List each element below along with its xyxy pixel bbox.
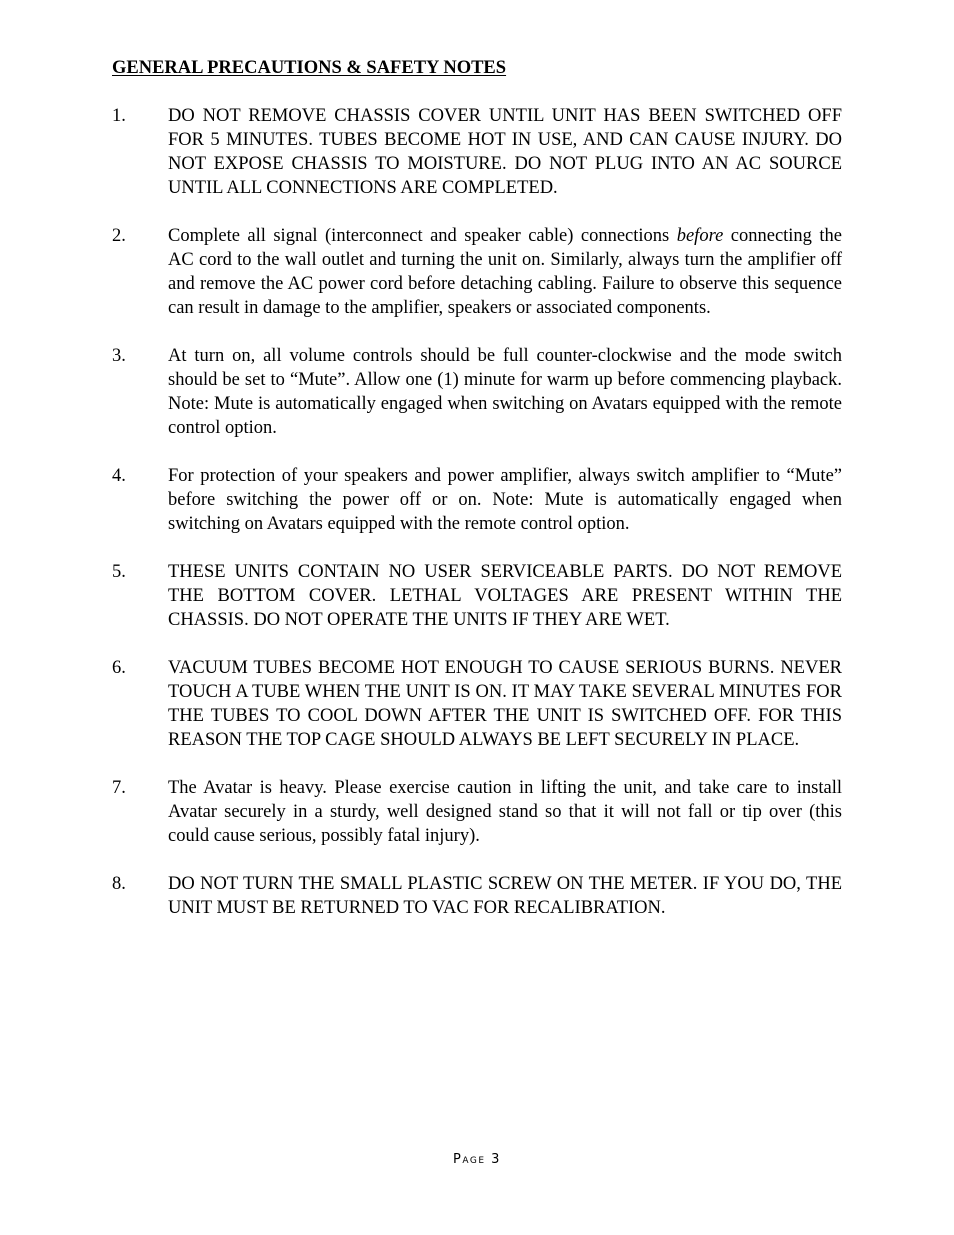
- item-number: 4.: [112, 466, 126, 486]
- list-item: [112, 464, 842, 536]
- item-number: 1.: [112, 106, 126, 126]
- safety-notes-list: [112, 104, 842, 944]
- item-text: The Avatar is heavy. Please exercise caution in lifting the unit, and take care to install Avatar securely in a sturdy, well designed stand so that it will not fall or tip over (this could cause serious, possibly fatal injury).: [168, 778, 842, 846]
- item-text-part: Complete all signal (interconnect and speaker cable) connections: [168, 226, 677, 246]
- item-number: 8.: [112, 874, 126, 894]
- item-text-part: connecting the AC cord to the wall outlet and turning the unit on. Similarly, always turn the amplifier off and remove the AC power cord before detaching cabling. Failure to observe this sequence can result in damage to the amplifier, speakers or associated components.: [168, 226, 843, 318]
- item-text: DO NOT TURN THE SMALL PLASTIC SCREW ON THE METER. IF YOU DO, THE UNIT MUST BE RETURNED TO VAC FOR RECALIBRATION.: [168, 874, 842, 918]
- item-text: At turn on, all volume controls should be full counter-clockwise and the mode switch should be set to “Mute”. Allow one (1) minute for warm up before commencing playback. Note: Mute is automatically engaged when switching on Avatars equipped with the remote control option.: [168, 346, 842, 438]
- list-item: [112, 776, 842, 848]
- item-text: [168, 224, 842, 320]
- page-number: Page 3: [453, 1152, 501, 1167]
- item-number: 2.: [112, 226, 126, 246]
- list-item: [112, 656, 842, 752]
- list-item: [112, 560, 842, 632]
- item-text: For protection of your speakers and power amplifier, always switch amplifier to “Mute” before switching the power off or on. Note: Mute is automatically engaged when switching on Avatars equipped with the remote control option.: [168, 466, 842, 534]
- list-item: [112, 224, 842, 320]
- item-number: 7.: [112, 778, 126, 798]
- list-item: [112, 344, 842, 440]
- item-text: VACUUM TUBES BECOME HOT ENOUGH TO CAUSE SERIOUS BURNS. NEVER TOUCH A TUBE WHEN THE UNIT IS ON. IT MAY TAKE SEVERAL MINUTES FOR THE TUBES TO COOL DOWN AFTER THE UNIT IS SWITCHED OFF. FOR THIS REASON THE TOP CAGE SHOULD ALWAYS BE LEFT SECURELY IN PLACE.: [168, 658, 842, 750]
- item-text: DO NOT REMOVE CHASSIS COVER UNTIL UNIT HAS BEEN SWITCHED OFF FOR 5 MINUTES. TUBES BECOME HOT IN USE, AND CAN CAUSE INJURY. DO NOT EXPOSE CHASSIS TO MOISTURE. DO NOT PLUG INTO AN AC SOURCE UNTIL ALL CONNECTIONS ARE COMPLETED.: [168, 106, 842, 198]
- item-number: 5.: [112, 562, 126, 582]
- item-text: THESE UNITS CONTAIN NO USER SERVICEABLE PARTS. DO NOT REMOVE THE BOTTOM COVER. LETHAL VOLTAGES ARE PRESENT WITHIN THE CHASSIS. DO NOT OPERATE THE UNITS IF THEY ARE WET.: [168, 562, 842, 630]
- page-heading: GENERAL PRECAUTIONS & SAFETY NOTES: [112, 58, 507, 78]
- list-item: [112, 872, 842, 920]
- list-item: [112, 104, 842, 200]
- item-number: 6.: [112, 658, 126, 678]
- item-text-emphasis: before: [676, 226, 724, 246]
- item-number: 3.: [112, 346, 126, 366]
